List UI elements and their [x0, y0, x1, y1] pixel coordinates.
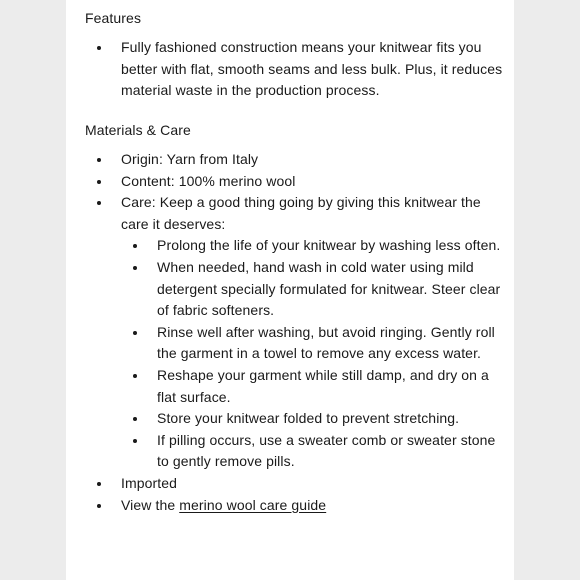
features-heading: Features [85, 10, 142, 26]
features-list [85, 37, 504, 102]
care-guide-prefix: View the [121, 496, 180, 513]
imported-item: Imported [85, 473, 504, 495]
care-instructions-list [121, 235, 504, 473]
materials-care-heading: Materials & Care [85, 122, 191, 138]
content-item: Content: 100% merino wool [85, 171, 504, 193]
product-details-panel [66, 0, 514, 580]
materials-care-list [85, 149, 504, 516]
care-item [85, 192, 504, 473]
care-instruction-item: When needed, hand wash in cold water using mild detergent specially formulated for knitwear. Steer clear of fabric softeners. [121, 257, 504, 322]
care-instruction-item: If pilling occurs, use a sweater comb or sweater stone to gently remove pills. [121, 430, 504, 473]
care-instruction-item: Prolong the life of your knitwear by washing less often. [121, 235, 504, 257]
care-intro-text: Care: Keep a good thing going by giving this knitwear the care it deserves: [121, 194, 481, 232]
care-guide-link[interactable]: merino wool care guide [179, 496, 327, 513]
origin-item: Origin: Yarn from Italy [85, 149, 504, 171]
care-instruction-item: Store your knitwear folded to prevent stretching. [121, 408, 504, 430]
features-item: Fully fashioned construction means your knitwear fits you better with flat, smooth seams and less bulk. Plus, it reduces material waste in the production process. [85, 37, 504, 102]
care-instruction-item: Rinse well after washing, but avoid ringing. Gently roll the garment in a towel to remove any excess water. [121, 322, 504, 365]
care-guide-item [85, 495, 504, 517]
care-instruction-item: Reshape your garment while still damp, and dry on a flat surface. [121, 365, 504, 408]
